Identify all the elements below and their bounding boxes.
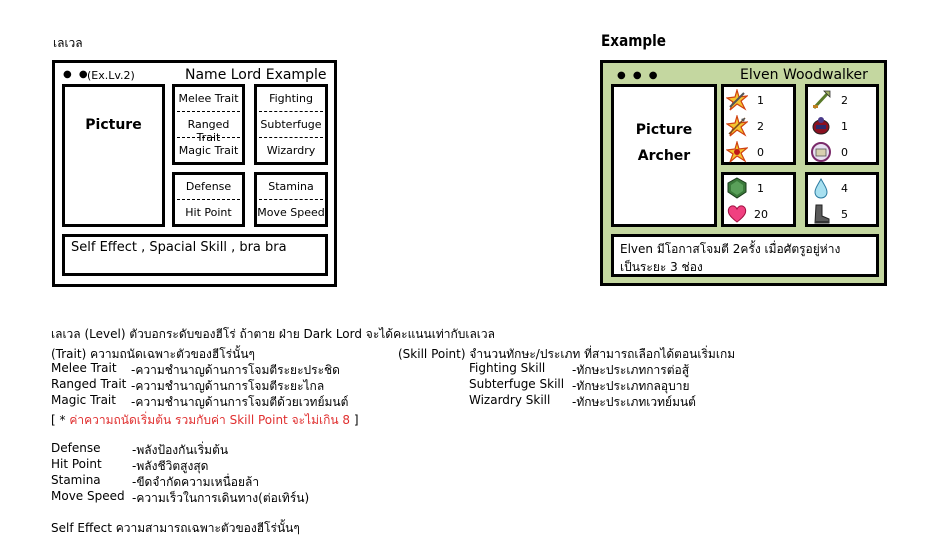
- trait-box: [172, 84, 245, 165]
- picture-box: [62, 84, 165, 227]
- stat-defense-value: 1: [757, 182, 764, 195]
- skill-note-red: ค่าความถนัดเริ่มต้น รวมกับค่า Skill Point จะไม่เกิน 8: [69, 413, 351, 427]
- trait-magic-desc: -ความชำนาญด้านการโจมตีด้วยเวทย์มนต์: [131, 395, 349, 409]
- effect-box: [611, 234, 879, 277]
- stat-defense: Defense: [185, 180, 232, 193]
- trait-melee-name: Melee Trait: [51, 361, 117, 375]
- stat-hit-point-name: Hit Point: [51, 457, 102, 471]
- stamina-icon: [810, 177, 832, 199]
- trait-ranged-value: 2: [757, 120, 764, 133]
- skill-subterfuge-desc: -ทักษะประเภทกลอุบาย: [572, 379, 690, 393]
- wizardry-icon: [810, 141, 832, 163]
- effect-box: [62, 234, 328, 276]
- move-speed-icon: [810, 203, 832, 225]
- hero-name: Elven Woodwalker: [740, 67, 868, 83]
- class-label: Archer: [637, 148, 691, 164]
- picture-box: [611, 84, 717, 227]
- example-card: [600, 60, 887, 286]
- skill-wizardry-desc: -ทักษะประเภทเวทย์มนต์: [572, 395, 696, 409]
- skill-box: [805, 84, 879, 165]
- template-card: [52, 60, 337, 287]
- stat-hit-point-desc: -พลังชีวิตสูงสุด: [132, 459, 209, 473]
- skill-wizardry-value: 0: [841, 146, 848, 159]
- effect-text: Self Effect , Spacial Skill , bra bra: [71, 240, 287, 255]
- skill-wizardry-name: Wizardry Skill: [469, 393, 551, 407]
- stat-move-speed-name: Move Speed: [51, 489, 125, 503]
- hero-name: Name Lord Example: [185, 67, 327, 83]
- stat-move-speed-desc: -ความเร็วในการเดินทาง(ต่อเทิร์น): [132, 491, 310, 505]
- subterfuge-icon: [810, 115, 832, 137]
- stat-move-speed: Move Speed: [257, 206, 325, 219]
- skill-fighting-desc: -ทักษะประเภทการต่อสู้: [572, 363, 690, 377]
- ranged-trait-icon: [726, 115, 748, 137]
- trait-magic: Magic Trait: [178, 144, 239, 157]
- stat-hit-point: Hit Point: [185, 206, 232, 219]
- stat-stamina-value: 4: [841, 182, 848, 195]
- dots-icon: ● ● ●: [617, 70, 660, 81]
- stat-stamina-name: Stamina: [51, 473, 101, 487]
- skill-wizardry: Wizardry: [266, 144, 316, 157]
- magic-trait-icon: [726, 141, 748, 163]
- skill-fighting: Fighting: [269, 92, 313, 105]
- defense-icon: [726, 177, 748, 199]
- skill-box: [254, 84, 328, 165]
- example-heading: Example: [601, 31, 667, 50]
- trait-melee-desc: -ความชำนาญด้านการโจมตีระยะประชิด: [131, 363, 340, 377]
- skill-subterfuge: Subterfuge: [260, 118, 322, 131]
- level-description: เลเวล (Level) ตัวบอกระดับของฮีโร่ ถ้าตาย ฝ่าย Dark Lord จะได้คะแนนเท่ากับเลเวล: [51, 327, 495, 341]
- trait-ranged-name: Ranged Trait: [51, 377, 127, 391]
- trait-ranged: Ranged Trait: [187, 118, 230, 144]
- trait-melee: Melee Trait: [178, 92, 239, 105]
- fighting-icon: [810, 89, 832, 111]
- trait-magic-value: 0: [757, 146, 764, 159]
- stats-right-box: [254, 172, 328, 227]
- skill-fighting-value: 2: [841, 94, 848, 107]
- skill-subterfuge-name: Subterfuge Skill: [469, 377, 565, 391]
- trait-magic-name: Magic Trait: [51, 393, 116, 407]
- stats-right-box: [805, 172, 879, 227]
- trait-ranged-desc: -ความชำนาญด้านการโจมตีระยะไกล: [131, 379, 325, 393]
- skill-fighting-name: Fighting Skill: [469, 361, 546, 375]
- stat-move-speed-value: 5: [841, 208, 848, 221]
- level-label: (Ex.Lv.2): [87, 69, 135, 82]
- stat-stamina: Stamina: [268, 180, 314, 193]
- self-effect-description: Self Effect ความสามารถเฉพาะตัวของฮีโร่นั้นๆ: [51, 521, 300, 535]
- effect-text-line2: เป็นระยะ 3 ช่อง: [620, 260, 703, 274]
- stat-defense-desc: -พลังป้องกันเริ่มต้น: [132, 443, 229, 457]
- picture-label: Picture: [635, 122, 693, 138]
- skill-note: [ * ค่าความถนัดเริ่มต้น รวมกับค่า Skill Point จะไม่เกิน 8 ]: [51, 413, 359, 427]
- stat-defense-name: Defense: [51, 441, 101, 455]
- stats-left-box: [172, 172, 245, 227]
- stats-left-box: [721, 172, 796, 227]
- trait-box: [721, 84, 796, 165]
- effect-text-line1: Elven มีโอกาสโจมตี 2ครั้ง เมื่อศัตรูอยู่ห่าง: [620, 242, 841, 256]
- picture-label: Picture: [85, 117, 142, 133]
- left-heading: เลเวล: [53, 36, 83, 50]
- dots-icon: ● ●: [63, 69, 90, 80]
- skill-subterfuge-value: 1: [841, 120, 848, 133]
- trait-melee-value: 1: [757, 94, 764, 107]
- melee-trait-icon: [726, 89, 748, 111]
- skill-heading: (Skill Point) จำนวนทักษะ/ประเภท ที่สามารถเลือกได้ตอนเริ่มเกม: [398, 347, 736, 361]
- stat-hit-point-value: 20: [754, 208, 768, 221]
- stat-stamina-desc: -ขีดจำกัดความเหนื่อยล้า: [132, 475, 260, 489]
- trait-heading: (Trait) ความถนัดเฉพาะตัวของฮีโร่นั้นๆ: [51, 347, 255, 361]
- hit-point-icon: [726, 203, 748, 225]
